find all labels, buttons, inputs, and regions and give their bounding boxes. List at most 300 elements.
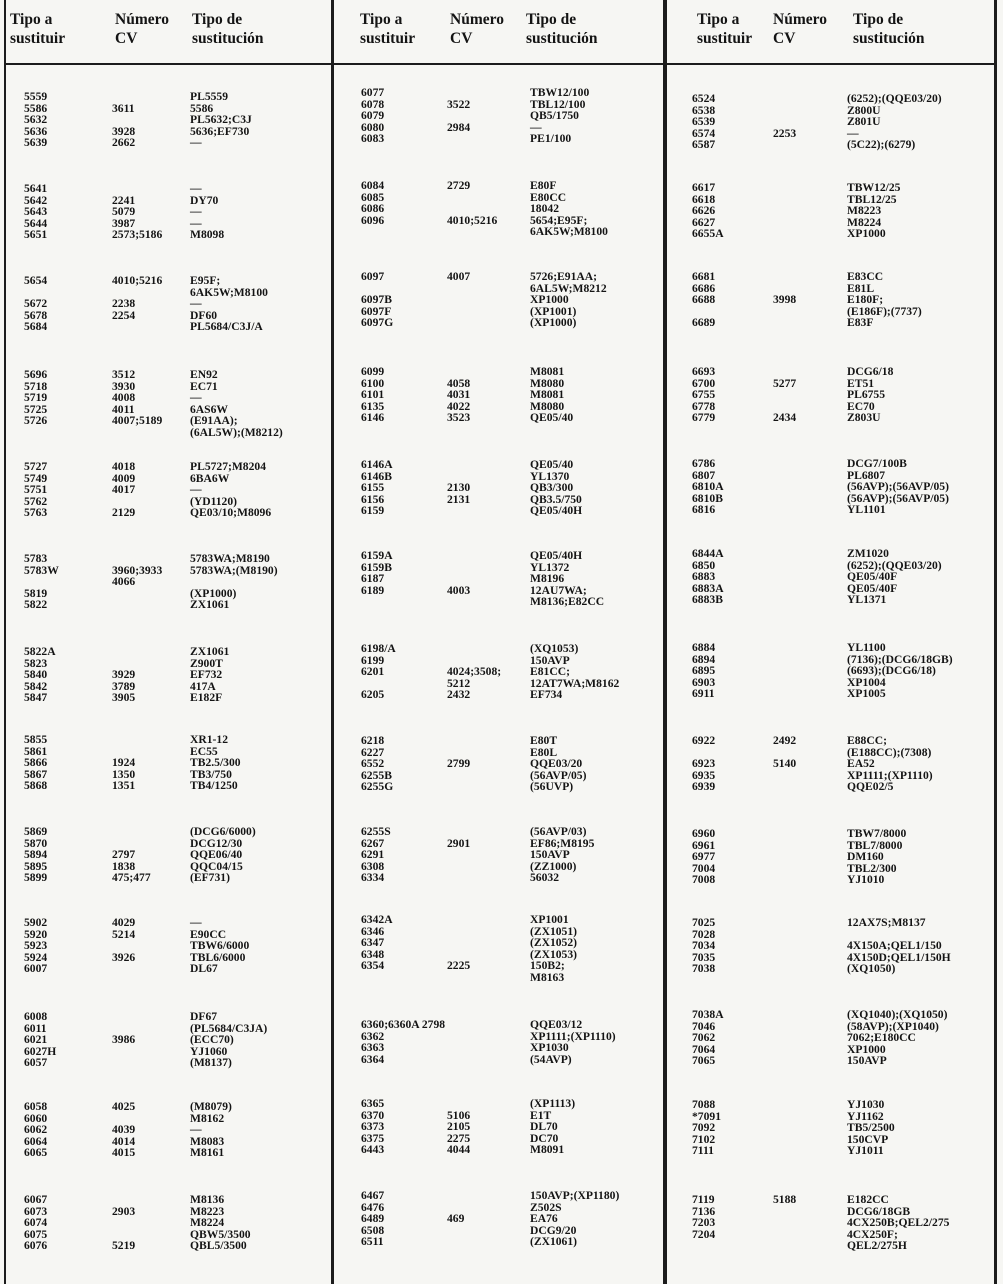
cv-number: 2225 <box>447 959 471 973</box>
table-row <box>0 404 332 416</box>
tube-type: 6363 <box>361 1041 385 1055</box>
tube-type: 6977 <box>692 850 716 864</box>
table-row <box>667 1111 994 1123</box>
table-row <box>667 139 994 151</box>
substitute-type: YL1101 <box>847 503 886 517</box>
table-row <box>667 317 994 329</box>
table-row <box>0 826 332 838</box>
substitute-type: 4CX250B;QEL2/275 <box>847 1216 950 1230</box>
substitute-type: 5654;E95F; <box>530 213 588 227</box>
substitute-type: EF732 <box>190 668 223 682</box>
table-row <box>0 507 332 519</box>
tube-type: 6923 <box>692 757 716 771</box>
cv-number: 3930 <box>112 379 136 393</box>
substitute-type: QE05/40H <box>530 549 583 562</box>
tube-type: 6779 <box>692 411 716 425</box>
entry-group <box>334 826 664 884</box>
cv-number: 5212 <box>447 676 471 690</box>
entry-group <box>0 1101 332 1159</box>
substitute-type: E90CC <box>190 927 227 941</box>
header-type: Tipo a sustituir <box>10 11 66 47</box>
substitute-type: M8083 <box>190 1134 225 1148</box>
substitute-type: DY70 <box>190 193 219 207</box>
table-row <box>0 1229 332 1241</box>
tube-type: 6370 <box>361 1108 385 1122</box>
substitute-type: M8136;E82CC <box>530 595 605 609</box>
tube-type: 6347 <box>361 936 385 950</box>
table-row <box>334 826 664 838</box>
table-row <box>667 642 994 654</box>
tube-type: 5719 <box>24 391 48 405</box>
entry-group <box>0 91 332 149</box>
substitute-type: (6252);(QQE03/20) <box>847 558 942 572</box>
substitute-type: (56UVP) <box>530 780 574 794</box>
substitute-type: TB5/2500 <box>847 1121 895 1135</box>
tube-type: 6099 <box>361 365 385 378</box>
tube-type: 6360;6360A 2798 <box>361 1018 446 1031</box>
tube-type: 7028 <box>692 927 716 941</box>
entry-group <box>334 1019 664 1065</box>
table-row <box>667 952 994 964</box>
table-row <box>334 1190 664 1202</box>
tube-type: 6508 <box>361 1223 385 1237</box>
tube-type: 5842 <box>24 679 48 693</box>
tube-type: 6700 <box>692 376 716 390</box>
substitute-type: XP1111;(XP1110) <box>847 768 933 782</box>
tube-type: 5920 <box>24 927 48 941</box>
tube-type: 5902 <box>24 916 48 929</box>
tube-type: 6227 <box>361 745 385 759</box>
substitute-type: 6AK5W;M8100 <box>190 285 268 299</box>
cv-number: 2903 <box>112 1204 136 1218</box>
cv-number: 4029 <box>112 916 136 929</box>
entry-group <box>0 917 332 975</box>
cv-number: 3987 <box>112 216 136 230</box>
table-row <box>667 1021 994 1033</box>
tube-type: 6686 <box>692 281 716 295</box>
substitute-type: M8196 <box>530 572 565 586</box>
cv-number: 2238 <box>112 297 136 311</box>
tube-type: 7038A <box>692 1008 724 1021</box>
table-row <box>334 87 664 99</box>
table-row <box>667 874 994 886</box>
tube-type: 6255G <box>361 780 394 794</box>
substitute-type: M8081 <box>530 388 565 402</box>
tube-type: 6884 <box>692 641 716 654</box>
tube-type: 6146 <box>361 411 385 425</box>
substitute-type: 150AVP;(XP1180) <box>530 1189 620 1202</box>
table-row <box>0 940 332 952</box>
tube-type: 7102 <box>692 1132 716 1146</box>
substitute-type: QE05/40H <box>530 504 583 518</box>
table-row <box>667 116 994 128</box>
table-row <box>667 688 994 700</box>
entry-group <box>667 642 994 700</box>
substitute-type: E95F; <box>190 274 221 287</box>
cv-number: 4025 <box>112 1100 136 1113</box>
substitute-type: EA52 <box>847 757 875 771</box>
tube-type: 6077 <box>361 86 385 99</box>
cv-number: 2275 <box>447 1131 471 1145</box>
substitute-type: M8223 <box>847 204 882 218</box>
entry-group <box>667 271 994 329</box>
substitute-type: YL1371 <box>847 593 887 607</box>
table-row <box>0 484 332 496</box>
tube-type: 5632 <box>24 113 48 127</box>
cv-number: 2130 <box>447 481 471 495</box>
cv-number: 4031 <box>447 388 471 402</box>
table-row <box>0 91 332 103</box>
substitute-type: EF86;M8195 <box>530 836 595 850</box>
table-row <box>0 952 332 964</box>
entry-group <box>667 1194 994 1252</box>
tube-type: 6062 <box>24 1123 48 1137</box>
substitute-type: XP1005 <box>847 687 886 701</box>
tube-type: 6922 <box>692 734 716 747</box>
tube-type: 5586 <box>24 101 48 115</box>
tube-type: 6065 <box>24 1146 48 1160</box>
substitute-type: DL67 <box>190 962 218 976</box>
cv-number: 3998 <box>773 293 797 307</box>
tube-type: 6080 <box>361 120 385 134</box>
substitute-type: (DCG6/6000) <box>190 825 256 838</box>
table-row <box>667 294 994 306</box>
cv-number: 2254 <box>112 308 136 322</box>
substitute-type: TBW12/100 <box>530 86 590 99</box>
substitute-type: 12AU7WA; <box>530 583 587 597</box>
table-row <box>667 378 994 390</box>
table-row <box>667 1134 994 1146</box>
substitute-type: XP1000 <box>530 293 569 307</box>
substitute-type: 417A <box>190 679 216 693</box>
table-row <box>667 1055 994 1067</box>
substitute-type: DCG12/30 <box>190 836 243 850</box>
tube-type: 5870 <box>24 836 48 850</box>
substitute-type: QEL2/275H <box>847 1239 907 1253</box>
tube-type: 6146B <box>361 469 392 483</box>
tube-type: 6342A <box>361 913 393 926</box>
cv-number: 2901 <box>447 836 471 850</box>
tube-type: 6060 <box>24 1111 48 1125</box>
tube-type: 5895 <box>24 859 48 873</box>
tube-type: 5924 <box>24 950 48 964</box>
substitute-type: ZX1061 <box>190 598 230 612</box>
table-row <box>0 1057 332 1069</box>
table-row <box>334 735 664 747</box>
cv-number: 4015 <box>112 1146 136 1160</box>
substitute-type: PL6807 <box>847 468 886 482</box>
substitute-type: M8091 <box>530 1143 565 1157</box>
tube-type: 6961 <box>692 838 716 852</box>
tube-type: 6291 <box>361 848 385 862</box>
tube-type: 6627 <box>692 215 716 229</box>
tube-type: 7064 <box>692 1042 716 1056</box>
tube-type: 6467 <box>361 1189 385 1202</box>
table-row <box>334 872 664 884</box>
table-row <box>0 872 332 884</box>
table-row <box>0 599 332 611</box>
table-row <box>667 271 994 283</box>
substitute-type: QE05/40F <box>847 581 898 595</box>
table-row <box>0 229 332 241</box>
table-row <box>667 1044 994 1056</box>
substitute-type: TBW7/8000 <box>847 827 907 840</box>
tube-type: 5923 <box>24 939 48 953</box>
tube-type: 6267 <box>361 836 385 850</box>
tube-type: 6097F <box>361 304 392 318</box>
tube-type: 7136 <box>692 1204 716 1218</box>
cv-number: 5188 <box>773 1193 797 1206</box>
tube-type: 5643 <box>24 205 48 219</box>
tube-type: 5763 <box>24 506 48 520</box>
substitute-type: M8080 <box>530 399 565 413</box>
tube-type: 6067 <box>24 1193 48 1206</box>
tube-type: 5641 <box>24 182 48 195</box>
tube-type: 5678 <box>24 308 48 322</box>
entry-group <box>667 828 994 886</box>
substitute-type: EC70 <box>847 399 875 413</box>
table-row <box>0 1101 332 1113</box>
substitute-type: 150AVP <box>530 848 570 862</box>
cv-number: 3929 <box>112 668 136 682</box>
substitute-type: XP1001 <box>530 913 569 926</box>
cv-number: 4007;5189 <box>112 414 163 428</box>
substitute-type: 5726;E91AA; <box>530 270 597 283</box>
table-row <box>667 851 994 863</box>
tube-type: 6524 <box>692 92 716 105</box>
cv-number: 4003 <box>447 583 471 597</box>
substitute-type: QQE02/5 <box>847 780 894 794</box>
table-row <box>667 735 994 747</box>
cv-number: 4022 <box>447 399 471 413</box>
cv-number: 2129 <box>112 506 136 520</box>
substitute-type: YJ1010 <box>847 873 885 887</box>
cv-number: 4017 <box>112 483 136 497</box>
substitute-type: M8163 <box>530 970 565 984</box>
tube-type: 6786 <box>692 457 716 470</box>
substitute-type: PL5684/C3J/A <box>190 320 263 334</box>
tube-type: 6007 <box>24 962 48 976</box>
substitute-type: M8161 <box>190 1146 225 1160</box>
tube-type: 6189 <box>361 583 385 597</box>
table-row <box>667 128 994 140</box>
table-row <box>0 1194 332 1206</box>
tube-type: 6538 <box>692 103 716 117</box>
table-row <box>0 114 332 126</box>
tube-type: 6552 <box>361 757 385 771</box>
tube-type: 6064 <box>24 1134 48 1148</box>
substitute-type: 5636;EF730 <box>190 124 250 138</box>
tube-type: 5762 <box>24 494 48 508</box>
header-sub: Tipo de sustitución <box>853 11 925 47</box>
substitute-type: DCG6/18GB <box>847 1204 911 1218</box>
substitute-type: E80L <box>530 745 558 759</box>
tube-type: 6810B <box>692 491 723 505</box>
substitute-type: TBL12/100 <box>530 97 586 111</box>
tube-type: 5899 <box>24 871 48 885</box>
tube-type: 6810A <box>692 480 724 494</box>
tube-type: 7038 <box>692 962 716 976</box>
tube-type: 5868 <box>24 779 48 793</box>
cv-number: 3928 <box>112 124 136 138</box>
tube-type: 6159A <box>361 549 393 562</box>
table-row <box>334 1054 664 1066</box>
tube-type: 6201 <box>361 665 385 679</box>
cv-number: 3611 <box>112 101 135 115</box>
substitute-type: PE1/100 <box>530 132 572 146</box>
table-row <box>0 838 332 850</box>
entry-group <box>334 914 664 984</box>
table-row <box>0 669 332 681</box>
table-row <box>0 1023 332 1035</box>
table-row <box>667 458 994 470</box>
substitute-type: TBL6/6000 <box>190 950 246 964</box>
cv-number: 1350 <box>112 767 136 781</box>
cv-number: 1838 <box>112 859 136 873</box>
table-row <box>334 1236 664 1248</box>
tube-type: 7046 <box>692 1019 716 1033</box>
substitute-type: 5783WA;(M8190) <box>190 563 278 577</box>
tube-type: 6218 <box>361 734 385 747</box>
substitute-type: Z801U <box>847 115 881 129</box>
cv-number: 4024;3508; <box>447 665 502 679</box>
table-row <box>0 1147 332 1159</box>
table-row <box>0 565 332 577</box>
table-row <box>334 643 664 655</box>
table-row <box>334 133 664 145</box>
table-row <box>334 960 664 972</box>
table-row <box>0 392 332 404</box>
table-row <box>0 381 332 393</box>
substitute-type: TBL2/300 <box>847 861 897 875</box>
substitute-type: 12AX7S;M8137 <box>847 916 926 929</box>
substitute-type: ZM1020 <box>847 547 889 560</box>
cv-number: 475;477 <box>112 871 151 885</box>
entry-group <box>667 366 994 424</box>
tube-type: 5869 <box>24 825 48 838</box>
cv-number: 2241 <box>112 193 136 207</box>
table-row <box>0 746 332 758</box>
substitute-type: (ECC70) <box>190 1033 234 1047</box>
tube-type: 6443 <box>361 1143 385 1157</box>
substitute-type: — <box>530 120 542 134</box>
tube-type: 6903 <box>692 675 716 689</box>
tube-type: 7092 <box>692 1121 716 1135</box>
entry-group <box>667 93 994 151</box>
tube-type: 6935 <box>692 768 716 782</box>
substitute-type: 18042 <box>530 202 559 216</box>
substitute-type: TB4/1250 <box>190 779 238 793</box>
table-row <box>667 306 994 318</box>
substitute-type: E83CC <box>847 270 884 283</box>
substitute-type: TBL7/8000 <box>847 838 903 852</box>
header-cv: Número CV <box>773 11 827 47</box>
cv-number: 5219 <box>112 1239 136 1253</box>
table-row <box>0 369 332 381</box>
tube-type: 5894 <box>24 848 48 862</box>
tube-type: 6362 <box>361 1029 385 1043</box>
table-row <box>667 917 994 929</box>
tube-type: 5639 <box>24 136 48 150</box>
tube-type: 6617 <box>692 181 716 194</box>
substitute-type: QE05/40F <box>847 570 898 584</box>
table-row <box>667 412 994 424</box>
table-row <box>667 205 994 217</box>
cv-number: 4014 <box>112 1134 136 1148</box>
tube-type: 6511 <box>361 1235 384 1249</box>
tube-type: 6626 <box>692 204 716 218</box>
substitute-type: (XP1000) <box>190 586 237 600</box>
substitute-type: (56AVP/05) <box>530 768 587 782</box>
table-row <box>667 1240 994 1252</box>
tube-type: 6883A <box>692 581 724 595</box>
table-row <box>0 769 332 781</box>
substitute-type: PL5632;C3J <box>190 113 252 127</box>
header-type: Tipo a sustituir <box>697 11 753 47</box>
table-row <box>334 1098 664 1110</box>
tube-type: 7035 <box>692 950 716 964</box>
entry-group <box>0 553 332 611</box>
tube-type: 6198/A <box>361 642 396 655</box>
column-3 <box>667 0 994 1284</box>
entry-group <box>0 646 332 704</box>
table-row <box>334 1019 664 1031</box>
substitute-type: 56032 <box>530 871 559 885</box>
substitute-type: — <box>190 1123 202 1137</box>
cv-number: 3512 <box>112 368 136 381</box>
tube-type: 6681 <box>692 270 716 283</box>
substitute-type: (7136);(DCG6/18GB) <box>847 652 953 666</box>
tube-type: 5866 <box>24 756 48 770</box>
substitute-type: (ZX1051) <box>530 924 578 938</box>
tube-type: 5749 <box>24 471 48 485</box>
cv-number: 4007 <box>447 270 471 283</box>
substitute-type: YL1370 <box>530 469 570 483</box>
tube-type: 6008 <box>24 1010 48 1023</box>
tube-type: 5822A <box>24 645 56 658</box>
substitute-type: 6AS6W <box>190 402 229 416</box>
entry-group <box>0 275 332 333</box>
entry-group <box>334 271 664 329</box>
substitute-type: — <box>190 297 202 311</box>
substitute-type: 6AL5W;M8212 <box>530 281 607 295</box>
table-row <box>0 1011 332 1023</box>
substitute-type: QB3/300 <box>530 481 574 495</box>
tube-type: 6011 <box>24 1021 47 1035</box>
substitute-type: EA76 <box>530 1212 558 1226</box>
substitute-type: Z803U <box>847 411 881 425</box>
substitute-type: TB2.5/300 <box>190 756 241 770</box>
substitute-type: XP1030 <box>530 1041 569 1055</box>
table-row <box>667 493 994 505</box>
cv-number: 3905 <box>112 691 136 705</box>
substitute-type: 6BA6W <box>190 471 230 485</box>
tube-type: 6097B <box>361 293 392 307</box>
substitute-type: QB3.5/750 <box>530 492 582 506</box>
cv-number: 4018 <box>112 460 136 473</box>
substitute-type: QQE06/40 <box>190 848 243 862</box>
table-row <box>334 459 664 471</box>
cv-number: 5079 <box>112 205 136 219</box>
tube-type: 6373 <box>361 1120 385 1134</box>
substitute-type: DF60 <box>190 308 218 322</box>
tube-type: 6693 <box>692 365 716 378</box>
entry-group <box>667 917 994 975</box>
tube-type: 6159B <box>361 560 392 574</box>
table-row <box>667 228 994 240</box>
table-row <box>667 283 994 295</box>
entry-group <box>0 1011 332 1069</box>
